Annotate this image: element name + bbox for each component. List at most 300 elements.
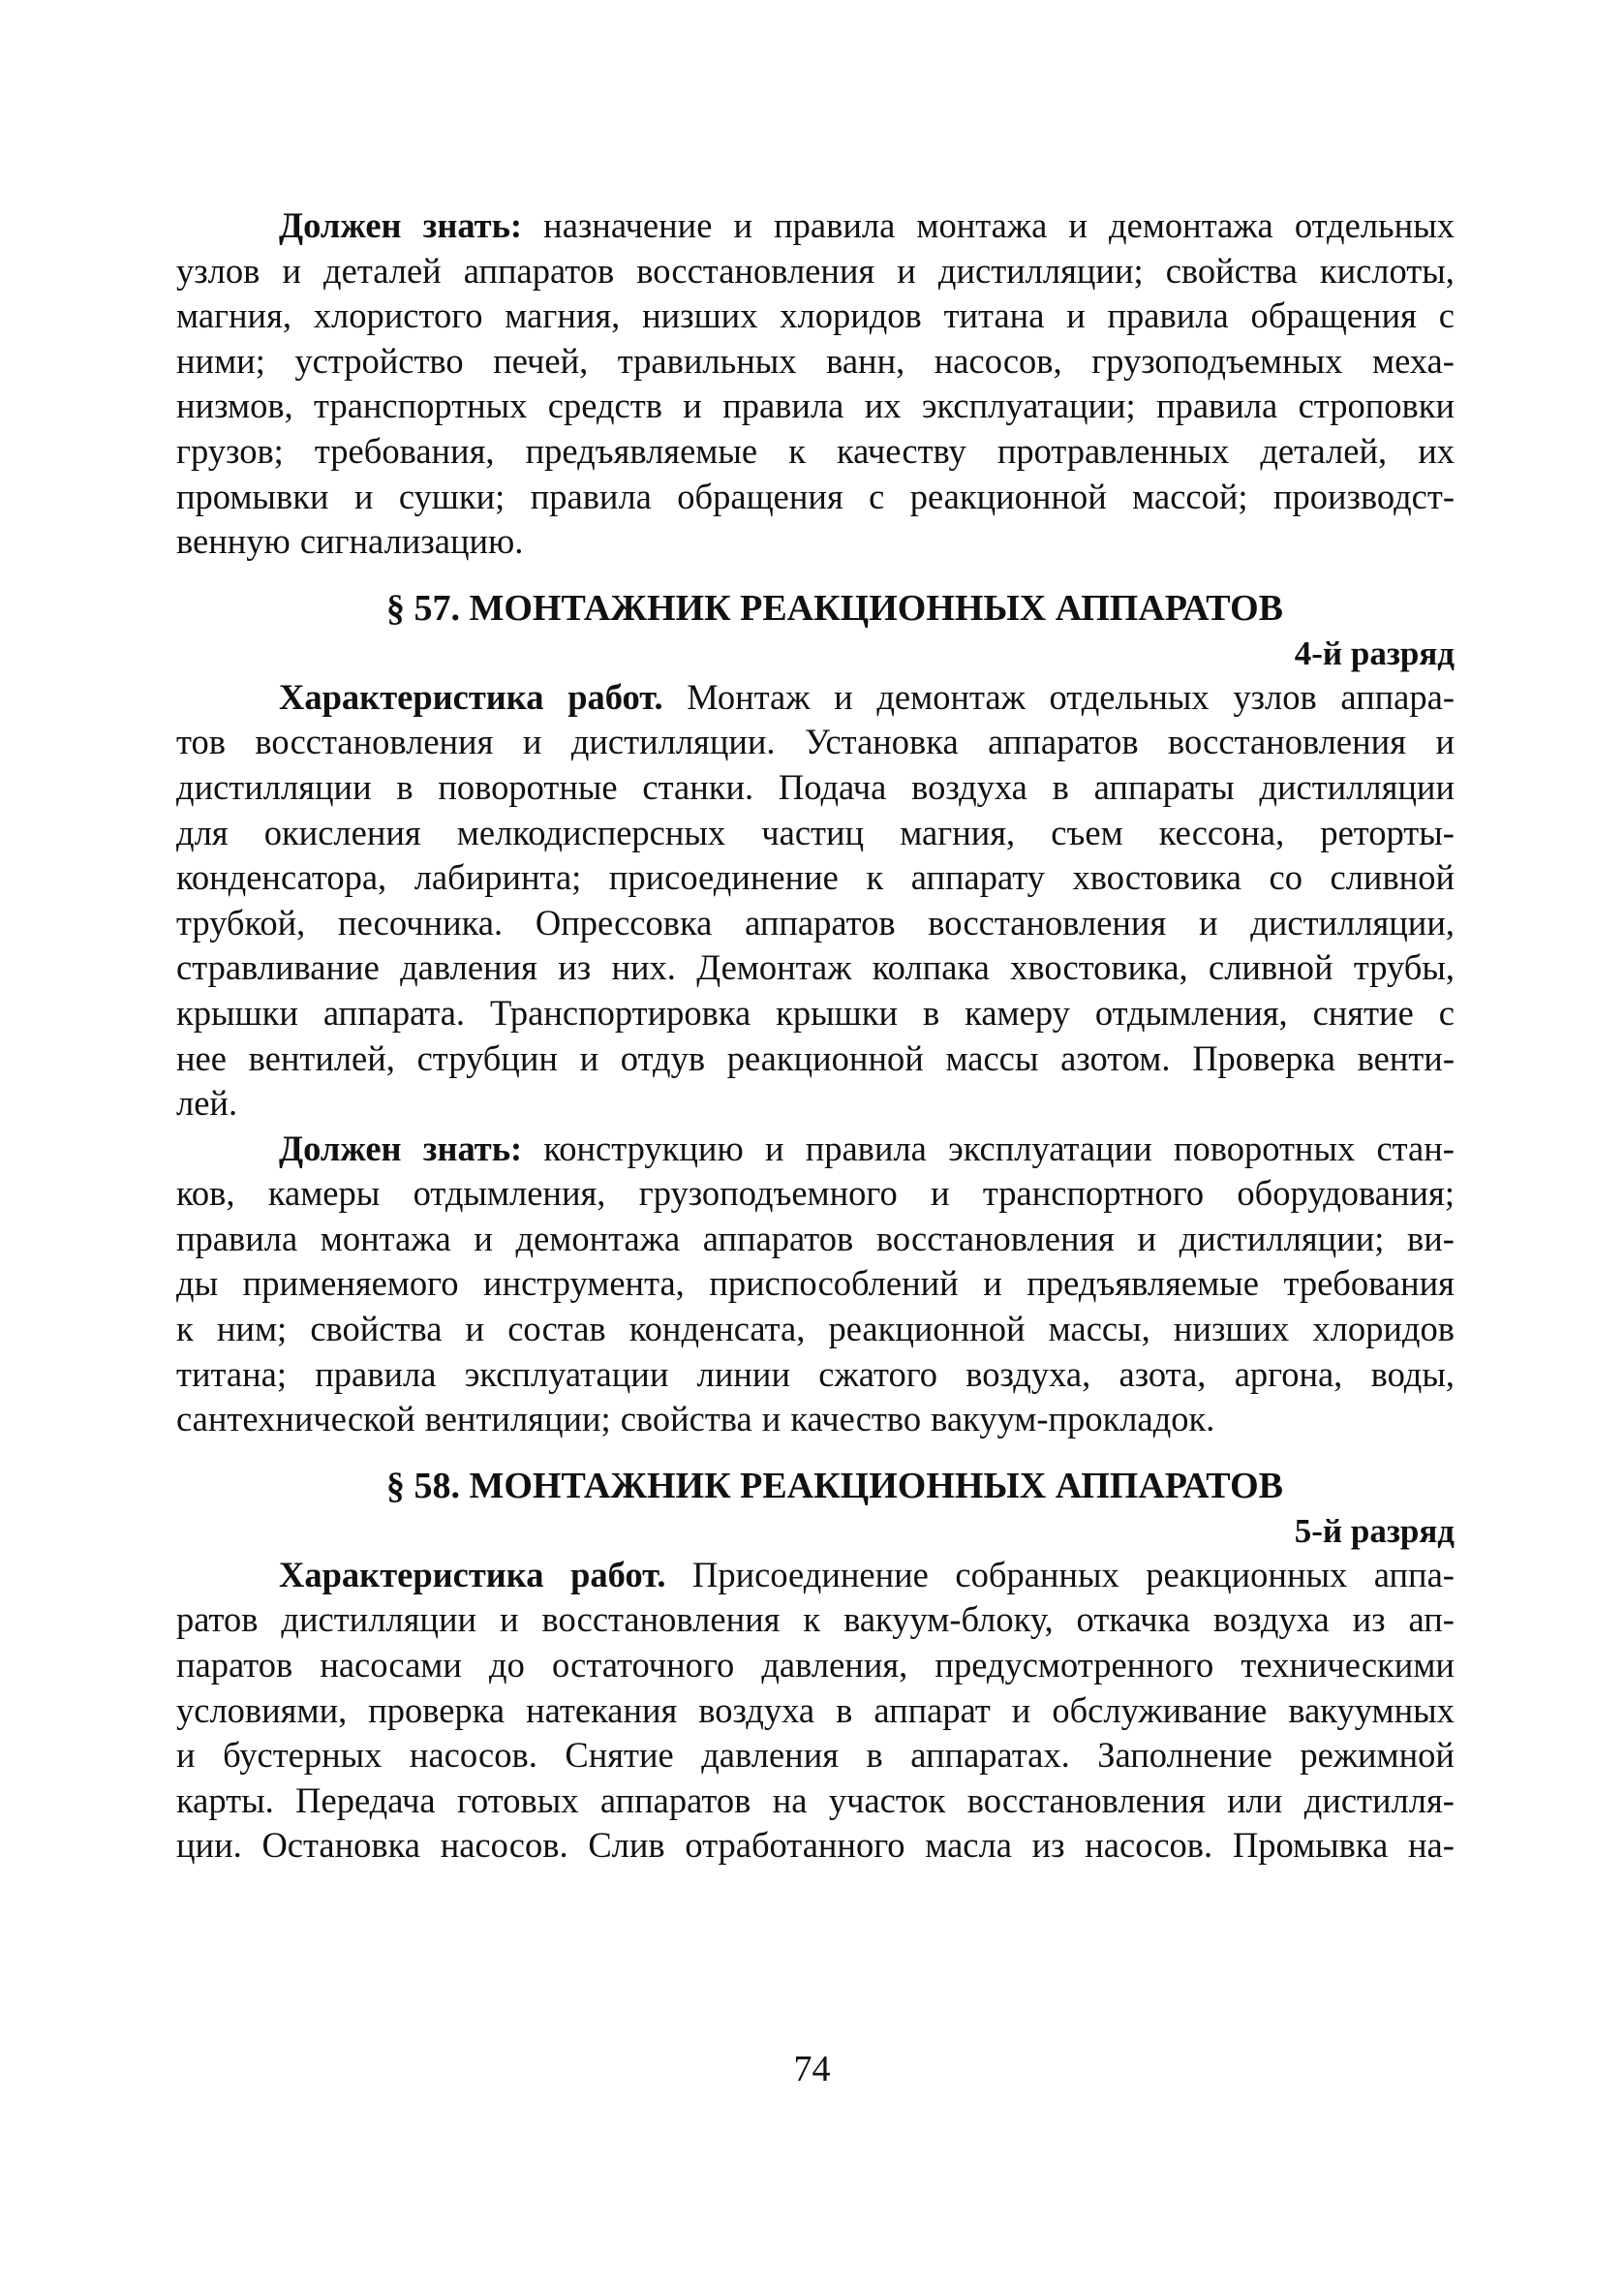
word: дистилляции — [176, 766, 372, 807]
page-number: 74 — [793, 2049, 831, 2089]
word: демонтажа — [1109, 205, 1273, 245]
word: Опрессовка — [535, 902, 713, 943]
word: реакционных — [1146, 1554, 1348, 1594]
word: в — [923, 992, 940, 1033]
word: дистилляции; — [937, 250, 1144, 291]
word: в — [866, 1735, 883, 1776]
word: печей, — [493, 340, 589, 381]
word: насосов. — [440, 1825, 568, 1866]
word: к — [788, 430, 806, 471]
word: сливной — [1209, 947, 1333, 988]
word: давления — [400, 947, 537, 988]
word: и — [764, 1128, 784, 1168]
word: средств — [547, 386, 662, 426]
word: камеру — [965, 992, 1070, 1033]
word: на- — [1407, 1825, 1455, 1866]
word: Слив — [588, 1825, 665, 1866]
word: реторты- — [1320, 812, 1455, 852]
word: массой; — [1132, 476, 1248, 516]
word: собранных — [955, 1554, 1119, 1594]
word: реакционной — [828, 1309, 1026, 1349]
text-line — [176, 203, 1455, 249]
word: к — [866, 857, 884, 898]
word: аппаратов — [599, 1779, 751, 1820]
word: сантехнической — [176, 1399, 415, 1439]
word: кессона, — [1158, 812, 1285, 852]
text-line — [176, 991, 1455, 1036]
word: к — [176, 1309, 194, 1349]
word: откачка — [1076, 1599, 1190, 1640]
word: частиц — [761, 812, 865, 852]
word: инструмента, — [483, 1263, 685, 1304]
word: Промывка — [1232, 1825, 1389, 1866]
word: крышки — [176, 992, 298, 1033]
word: воздуха — [698, 1689, 815, 1730]
word: из — [1352, 1599, 1386, 1640]
word: Подача — [778, 766, 887, 807]
word: техническими — [1241, 1645, 1455, 1686]
section-57-grade: 4-й разряд — [1294, 634, 1455, 672]
word: со — [1269, 857, 1302, 898]
word: узлов — [1233, 676, 1317, 717]
word: травильных — [617, 340, 797, 381]
word: правила — [176, 1218, 298, 1258]
text-line — [176, 1171, 1455, 1217]
word: паратов — [176, 1645, 293, 1686]
word: стан- — [1376, 1128, 1455, 1168]
word: массы, — [1048, 1309, 1150, 1349]
word: вакуумных — [1288, 1689, 1455, 1730]
word: и — [1066, 295, 1086, 336]
word: титана; — [176, 1353, 287, 1394]
word: и — [834, 676, 853, 717]
text-line — [176, 384, 1455, 429]
word: мелкодисперсных — [456, 812, 726, 852]
word: и — [465, 1309, 485, 1349]
word: готовых — [456, 1779, 579, 1820]
word: хлористого — [313, 295, 483, 336]
word: и — [897, 250, 916, 291]
word: и — [683, 386, 702, 426]
word: вентиляции; — [424, 1399, 611, 1439]
word: строповки — [1298, 386, 1455, 426]
word: аппаратов — [745, 902, 896, 943]
word: обращения — [1250, 295, 1417, 336]
word: свойства — [1165, 250, 1298, 291]
word: венти- — [1357, 1037, 1455, 1078]
word: отдельных — [1294, 205, 1455, 245]
word: эксплуатации — [464, 1353, 669, 1394]
word: предусмотренного — [935, 1645, 1214, 1686]
word: линии — [696, 1353, 791, 1394]
word: дистилляции — [1259, 766, 1455, 807]
word: в — [836, 1689, 853, 1730]
word: приспособлений — [709, 1263, 959, 1304]
word: восстановления — [875, 1218, 1115, 1258]
word: грузоподъемного — [638, 1173, 898, 1214]
word: окисления — [263, 812, 421, 852]
word: струбцин — [416, 1037, 558, 1078]
word: Присоединение — [692, 1554, 929, 1594]
text-line — [176, 1307, 1455, 1352]
word: восстановления — [966, 1779, 1206, 1820]
text-line — [176, 1779, 1455, 1824]
word: конденсата, — [628, 1309, 806, 1349]
word: лабиринта; — [414, 857, 582, 898]
word: снятие — [1312, 992, 1414, 1033]
word: низших — [1173, 1309, 1290, 1349]
word: хвостовика — [1072, 857, 1241, 898]
word: Транспортировка — [489, 992, 751, 1033]
word: Передача — [295, 1779, 436, 1820]
word: их — [864, 386, 902, 426]
word: восстановления — [541, 1599, 781, 1640]
section-57-knowledge — [176, 1127, 1455, 1442]
word: трубы, — [1353, 947, 1455, 988]
text-line — [176, 720, 1455, 765]
word: съем — [1051, 812, 1123, 852]
word: устройство — [294, 340, 464, 381]
word: бустерных — [223, 1735, 383, 1776]
word: нее — [176, 1037, 227, 1078]
word: массы — [945, 1037, 1039, 1078]
word: условиями, — [176, 1689, 348, 1730]
word: магния, — [505, 295, 621, 336]
text-line — [176, 1352, 1455, 1398]
word: Снятие — [565, 1735, 674, 1776]
word: ванн, — [826, 340, 905, 381]
word: из — [558, 947, 592, 988]
word: отдымления, — [413, 1173, 606, 1214]
text-line — [176, 1397, 1455, 1442]
word: аппаратов — [463, 250, 615, 291]
word: отработанного — [685, 1825, 905, 1866]
word: аппаратах. — [910, 1735, 1070, 1776]
word: эксплуатации; — [921, 386, 1136, 426]
word: воздуха — [911, 766, 1027, 807]
word: титана — [943, 295, 1045, 336]
word: станки. — [642, 766, 754, 807]
word: ним; — [216, 1309, 288, 1349]
word: конденсатора, — [176, 857, 387, 898]
word: демонтаж — [876, 676, 1026, 717]
word: требования, — [314, 430, 495, 471]
word: правила — [530, 476, 652, 516]
word: ды — [176, 1263, 219, 1304]
text-line — [176, 855, 1455, 901]
word: транспортных — [314, 386, 528, 426]
word: меха- — [1371, 340, 1455, 381]
word: на — [772, 1779, 808, 1820]
word: и — [522, 722, 542, 762]
text-line — [176, 901, 1455, 946]
word: обслуживание — [1052, 1689, 1268, 1730]
word: венную — [176, 521, 291, 562]
word: давления, — [761, 1645, 908, 1686]
word: правила — [722, 386, 844, 426]
word: ратов — [176, 1599, 259, 1640]
word: воздуха, — [965, 1353, 1091, 1394]
word: карты. — [176, 1779, 274, 1820]
word: с — [1438, 295, 1455, 336]
word: давления — [701, 1735, 840, 1776]
word: качеству — [837, 430, 966, 471]
word: натекания — [526, 1689, 678, 1730]
word: аппарат — [873, 1689, 991, 1730]
text-line — [176, 1217, 1455, 1262]
word: Характеристика — [279, 676, 544, 717]
text-line — [176, 1688, 1455, 1734]
word: Остановка — [261, 1825, 420, 1866]
word: поворотных — [1173, 1128, 1356, 1168]
word: дистилляции — [281, 1599, 477, 1640]
word: промывки — [176, 476, 329, 516]
word: Характеристика — [279, 1554, 544, 1594]
word: предъявляемые — [1026, 1263, 1259, 1304]
word: восстановления — [1168, 722, 1406, 762]
word: дистилля- — [1303, 1779, 1455, 1820]
word: хлоридов — [780, 295, 922, 336]
word: и — [1137, 1218, 1156, 1258]
word: Заполнение — [1097, 1735, 1272, 1776]
word: свойства — [620, 1399, 752, 1439]
word: масла — [925, 1825, 1012, 1866]
word: и — [474, 1218, 493, 1258]
word: протравленных — [996, 430, 1230, 471]
text-line — [176, 1733, 1455, 1779]
word: и — [499, 1599, 519, 1640]
word: аппаратов — [988, 722, 1139, 762]
word: сушки; — [398, 476, 506, 516]
word: дистилляции; — [1179, 1218, 1385, 1258]
word: кислоты, — [1319, 250, 1455, 291]
word: аппа- — [1373, 1554, 1455, 1594]
text-line — [176, 1081, 1455, 1127]
word: проверка — [368, 1689, 506, 1730]
word: воздуха — [1212, 1599, 1330, 1640]
text-line — [176, 1036, 1455, 1082]
word: песочника. — [338, 902, 504, 943]
word: насосов, — [934, 340, 1062, 381]
word: лей. — [176, 1083, 238, 1124]
word: участок — [828, 1779, 946, 1820]
word: ними; — [176, 340, 265, 381]
word: их — [1418, 430, 1455, 471]
text-line — [176, 675, 1455, 721]
word: демонтажа — [515, 1218, 681, 1258]
section-58-characteristics — [176, 1553, 1455, 1869]
word: хвостовика, — [1010, 947, 1188, 988]
word: правила — [1107, 295, 1229, 336]
text-line — [176, 1643, 1455, 1688]
word: правила — [805, 1128, 927, 1168]
word: грузоподъемных — [1091, 340, 1343, 381]
word: знать: — [422, 1128, 523, 1168]
word: в — [396, 766, 414, 807]
word: и — [282, 250, 301, 291]
text-line — [176, 519, 1455, 565]
word: работ. — [567, 676, 663, 717]
word: и — [176, 1735, 196, 1776]
word: и — [1011, 1689, 1031, 1730]
word: предъявляемые — [525, 430, 758, 471]
word: применяемого — [242, 1263, 459, 1304]
word: для — [176, 812, 229, 852]
word: и — [1198, 902, 1218, 943]
word: назначение — [543, 205, 713, 245]
word: к — [803, 1599, 821, 1640]
text-line — [176, 475, 1455, 520]
word: вакуум-блоку, — [843, 1599, 1054, 1640]
word: деталей — [323, 250, 442, 291]
word: монтажа — [320, 1218, 451, 1258]
word: Проверка — [1192, 1037, 1335, 1078]
word: аппараты — [1093, 766, 1235, 807]
text-line — [176, 1597, 1455, 1643]
word: обращения — [677, 476, 843, 516]
word: производст- — [1272, 476, 1455, 516]
word: в — [1052, 766, 1069, 807]
word: аргона, — [1234, 1353, 1343, 1394]
word: и — [983, 1263, 1002, 1304]
word: дистилляции. — [570, 722, 776, 762]
word: них. — [611, 947, 676, 988]
word: отдымления, — [1094, 992, 1288, 1033]
word: восстановления — [928, 902, 1167, 943]
section-58-grade: 5-й разряд — [1294, 1511, 1455, 1550]
word: трубкой, — [176, 902, 306, 943]
word: азота, — [1118, 1353, 1207, 1394]
word: из — [1031, 1825, 1065, 1866]
word: Демонтаж — [696, 947, 852, 988]
word: поворотные — [438, 766, 618, 807]
word: конструкцию — [543, 1128, 744, 1168]
section-58-heading: § 58. МОНТАЖНИК РЕАКЦИОННЫХ АППАРАТОВ — [386, 1465, 1283, 1506]
word: узлов — [176, 250, 260, 291]
word: аппарату — [910, 857, 1045, 898]
word: насосами — [320, 1645, 462, 1686]
word: и — [1068, 205, 1088, 245]
word: деталей, — [1260, 430, 1388, 471]
text-line — [176, 765, 1455, 811]
word: или — [1227, 1779, 1283, 1820]
word: камеры — [267, 1173, 381, 1214]
word: сжатого — [818, 1353, 938, 1394]
word: грузов; — [176, 430, 284, 471]
word: ков, — [176, 1173, 235, 1214]
paragraph-knowledge-prev — [176, 203, 1455, 565]
word: остаточного — [551, 1645, 735, 1686]
word: Установка — [805, 722, 959, 762]
word: сливной — [1330, 857, 1455, 898]
word: отдув — [620, 1037, 706, 1078]
word: крышки — [776, 992, 899, 1033]
word: восстановления — [255, 722, 494, 762]
word: транспортного — [982, 1173, 1205, 1214]
word: монтажа — [916, 205, 1048, 245]
text-line — [176, 811, 1455, 856]
word: дистилляции, — [1250, 902, 1455, 943]
page-content — [176, 203, 1455, 1869]
section-57-characteristics — [176, 675, 1455, 1127]
word: правила — [774, 205, 896, 245]
word: с — [869, 476, 885, 516]
word: вакуум-прокладок. — [931, 1399, 1215, 1439]
text-line — [176, 339, 1455, 385]
word: вентилей, — [248, 1037, 395, 1078]
text-line — [176, 1823, 1455, 1869]
word: знать: — [422, 205, 523, 245]
word: работ. — [570, 1554, 666, 1594]
word: ап- — [1408, 1599, 1455, 1640]
word: свойства — [310, 1309, 443, 1349]
word: аппара- — [1340, 676, 1455, 717]
word: магния, — [176, 295, 291, 336]
word: низмов, — [176, 386, 293, 426]
word: и — [931, 1173, 950, 1214]
text-line — [176, 945, 1455, 991]
word: тов — [176, 722, 226, 762]
word: насосов. — [1085, 1825, 1213, 1866]
word: реакционной — [726, 1037, 924, 1078]
word: ции. — [176, 1825, 242, 1866]
text-line — [176, 294, 1455, 339]
word: и — [353, 476, 374, 516]
word: насосов. — [409, 1735, 537, 1776]
text-line — [176, 249, 1455, 294]
word: колпака — [872, 947, 990, 988]
word: низших — [642, 295, 758, 336]
spacer — [176, 565, 1455, 584]
word: правила — [1156, 386, 1278, 426]
word: оборудования; — [1237, 1173, 1455, 1214]
text-line — [176, 1261, 1455, 1307]
word: до — [489, 1645, 525, 1686]
word: и — [733, 205, 753, 245]
word: отдельных — [1049, 676, 1210, 717]
word: ви- — [1407, 1218, 1455, 1258]
word: Монтаж — [687, 676, 811, 717]
word: требования — [1283, 1263, 1455, 1304]
word: состав — [507, 1309, 606, 1349]
word: магния, — [900, 812, 1016, 852]
word: и — [1435, 722, 1455, 762]
word: азотом. — [1060, 1037, 1171, 1078]
word: аппаратов — [702, 1218, 854, 1258]
word: эксплуатации — [948, 1128, 1152, 1168]
spacer — [176, 1442, 1455, 1462]
word: режимной — [1300, 1735, 1455, 1776]
text-line — [176, 1553, 1455, 1598]
text-line — [176, 429, 1455, 475]
word: присоединение — [608, 857, 839, 898]
word: аппарата. — [322, 992, 466, 1033]
word: Должен — [279, 1128, 402, 1168]
word: качество — [790, 1399, 922, 1439]
word: восстановления — [636, 250, 875, 291]
word: правила — [315, 1353, 437, 1394]
word: реакционной — [909, 476, 1107, 516]
word: сигнализацию. — [299, 521, 524, 562]
word: воды, — [1370, 1353, 1455, 1394]
word: и — [761, 1399, 781, 1439]
text-line — [176, 1127, 1455, 1172]
word: и — [579, 1037, 599, 1078]
word: хлоридов — [1312, 1309, 1455, 1349]
word: с — [1438, 992, 1455, 1033]
word: стравливание — [176, 947, 380, 988]
section-57-heading: § 57. МОНТАЖНИК РЕАКЦИОННЫХ АППАРАТОВ — [386, 587, 1283, 629]
